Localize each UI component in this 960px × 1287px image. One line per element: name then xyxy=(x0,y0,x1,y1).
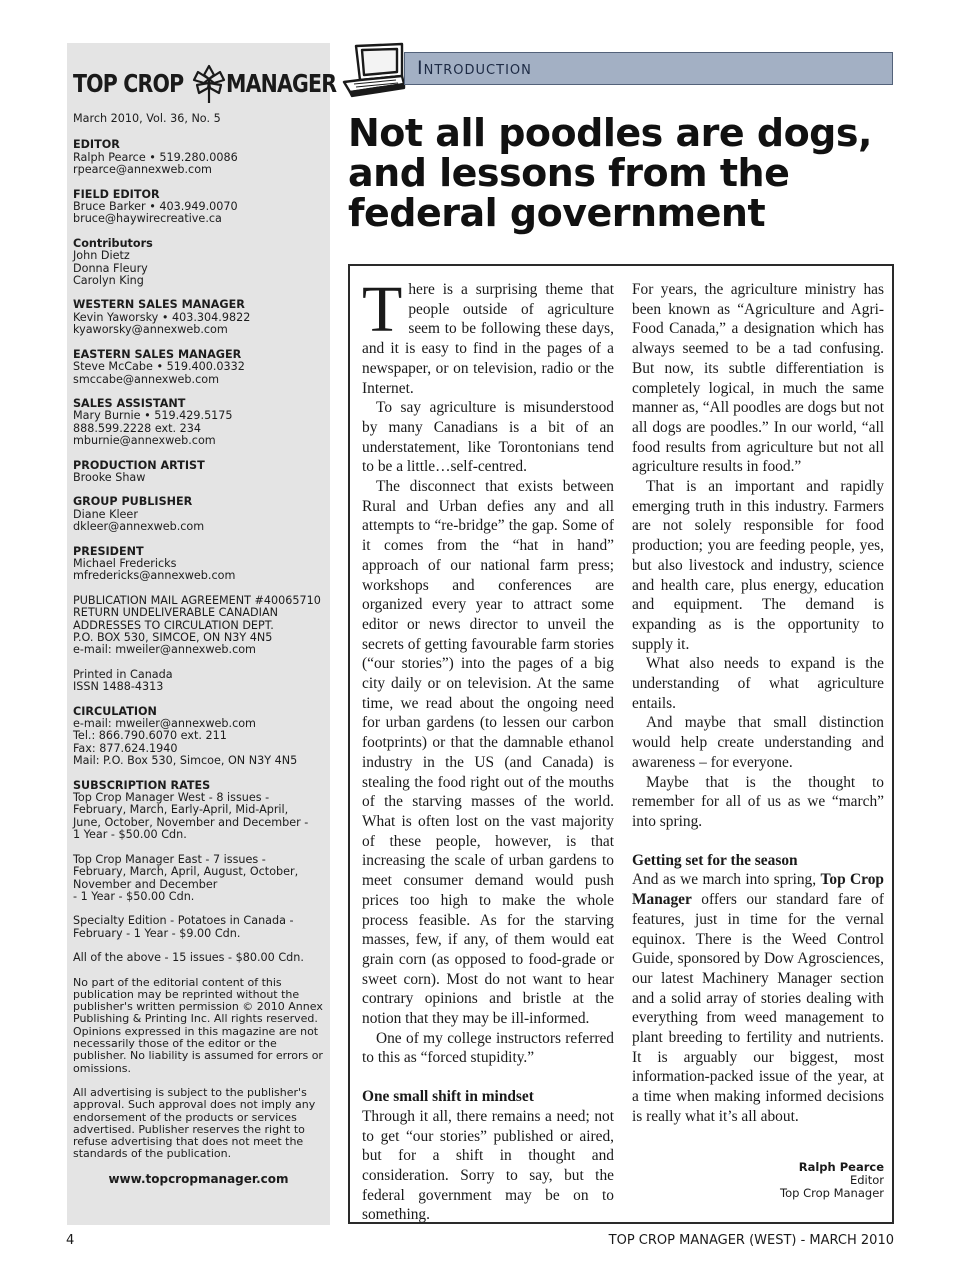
section-label: Introduction xyxy=(404,52,893,85)
subscription-special: Specialty Edition - Potatoes in Canada - February - 1 Year - $9.00 Cdn. xyxy=(73,914,294,940)
staff-details: Brooke Shaw xyxy=(73,470,146,484)
circulation-block xyxy=(73,706,324,768)
logo-text-left: TOP CROP xyxy=(73,68,184,98)
subscription-all: All of the above - 15 issues - $80.00 Cdn. xyxy=(73,951,304,965)
subhead-mindset: One small shift in mindset xyxy=(362,1088,534,1106)
subscription-block xyxy=(73,780,324,965)
paragraph-11-end: offers our standard fare of features, just in time for the vernal equinox. There is the Weed Control Guide, sponsored by Dow Agrosciences, our latest Machinery Manager section and a solid array of stories dealing with everything from weed management to plant breeding to fertility and nutrients. It is arguably our biggest, most information-packed issue of the year, at a time when making informed decisions is really what it’s all about. xyxy=(632,891,884,1125)
staff-heading: GROUP PUBLISHER xyxy=(73,495,193,509)
printed-text: Printed in Canada ISSN 1488-4313 xyxy=(73,667,173,694)
article-column-left xyxy=(362,273,614,1225)
printed-info xyxy=(73,669,324,694)
article-column-right xyxy=(632,280,884,1127)
paragraph-10: Maybe that is the thought to remember for all of us as we “march” into spring. xyxy=(632,773,884,830)
page-number: 4 xyxy=(66,1233,75,1248)
leaf-icon xyxy=(186,63,232,105)
staff-heading: SALES ASSISTANT xyxy=(73,396,186,410)
mail-agreement xyxy=(73,595,324,657)
staff-block xyxy=(73,460,324,485)
paragraph-5: Through it all, there remains a need; not to get “our stories” published or aired, but for a shift in thought and consideration. Sorry to say, but the federal government may be on to something. xyxy=(362,1107,614,1224)
paragraph-4: One of my college instructors referred to this as “forced stupidity.” xyxy=(362,1029,614,1067)
mail-agreement-text: PUBLICATION MAIL AGREEMENT #40065710 RETURN UNDELIVERABLE CANADIAN ADDRESSES TO CIRCULATION DEPT. P.O. BOX 530, SIMCOE, ON N3Y 4N5 e-mail: mweiler@annexweb.com xyxy=(73,593,321,657)
signoff-name: Ralph Pearce xyxy=(798,1160,884,1174)
subscription-heading: SUBSCRIPTION RATES xyxy=(73,778,211,792)
paragraph-8: What also needs to expand is the understanding of what agriculture entails. xyxy=(632,655,884,712)
staff-details: Michael Fredericks mfredericks@annexweb.com xyxy=(73,556,236,583)
laptop-icon xyxy=(340,40,408,98)
staff-details: Mary Burnie • 519.429.5175 888.599.2228 ext. 234 mburnie@annexweb.com xyxy=(73,409,233,448)
editorial-disclaimer: No part of the editorial content of this publication may be reprinted without the publisher's written permission © 2010 Annex Publishing & Printing Inc. All rights reserved. Opinions expressed in this magazine are not necessarily those of the editor or the publisher. No liability is assumed for errors or omissions. xyxy=(73,975,323,1075)
advertising-disclaimer: All advertising is subject to the publisher's approval. Such approval does not imply any endorsement of the products or services advertised. Publisher reserves the right to refuse advertising that does not meet the standards of the publication. xyxy=(73,1085,316,1161)
staff-heading: EDITOR xyxy=(73,138,120,152)
magazine-name: Top Crop Manager xyxy=(632,871,884,909)
website-link[interactable]: www.topcropmanager.com xyxy=(108,1171,289,1186)
staff-details: Diane Kleer dkleer@annexweb.com xyxy=(73,507,205,534)
paragraph-1-text: here is a surprising theme that people outside of agriculture seem to be following these days, and it is easy to find in the pages of a newspaper, or on television, radio or the Internet. xyxy=(362,281,614,397)
staff-heading: PRODUCTION ARTIST xyxy=(73,458,205,472)
paragraph-1 xyxy=(362,273,614,398)
staff-list xyxy=(73,139,324,582)
staff-block xyxy=(73,349,324,386)
article-headline: Not all poodles are dogs, and lessons from the federal government xyxy=(348,111,872,235)
editor-signoff xyxy=(780,1161,884,1200)
circulation-text: e-mail: mweiler@annexweb.com Tel.: 866.790.6070 ext. 211 Fax: 877.624.1940 Mail: P.O. Box 530, Simcoe, ON N3Y 4N5 xyxy=(73,717,298,768)
staff-block xyxy=(73,546,324,583)
issue-info: March 2010, Vol. 36, No. 5 xyxy=(73,112,221,125)
staff-details: Steve McCabe • 519.400.0332 smccabe@annexweb.com xyxy=(73,360,245,386)
staff-block xyxy=(73,238,324,288)
magazine-logo xyxy=(73,63,336,105)
signoff-publication: Top Crop Manager xyxy=(780,1186,884,1200)
staff-heading: FIELD EDITOR xyxy=(73,187,160,201)
logo-text-right: MANAGER xyxy=(225,68,336,98)
staff-details: Ralph Pearce • 519.280.0086 rpearce@annexweb.com xyxy=(73,150,238,177)
subscription-east: Top Crop Manager East - 7 issues - February, March, April, August, October, November and December - 1 Year - $50.00 Cdn. xyxy=(73,852,299,903)
signoff-title: Editor xyxy=(849,1173,884,1187)
paragraph-3: The disconnect that exists between Rural and Urban defies any and all attempts to “re-bridge” the gap. Some of it comes from the “hat in hand” approach of our national farm press; workshops and conferences are organized every year to attract some editor or news director to unveil the secrets of getting favourable farm stories (“our stories”) into the pages of a big city daily or on television. At the same time, we read about the ongoing need for urban gardens (to lessen our carbon footprints) or that the damnable ethanol industry in the US (and Canada) is stealing the food right out of the mouths of the starving masses of the world. What is often lost on the vast majority of these people, however, is that increasing the scale of urban gardens to meet consumer demand would push prices too high to make the whole process feasible. As for the starving masses, few, if any, of them would eat grain corn (as opposed to food-grade or sweet corn). Most do not want to hear contrary opinions and bristle at the notion that they may be ill-informed. xyxy=(362,478,614,1028)
drop-cap: T xyxy=(362,273,403,346)
staff-heading: Contributors xyxy=(73,236,153,250)
article-body xyxy=(348,264,894,1224)
staff-heading: WESTERN SALES MANAGER xyxy=(73,298,245,312)
staff-details: Kevin Yaworsky • 403.304.9822 kyaworsky@annexweb.com xyxy=(73,310,251,337)
paragraph-9: And maybe that small distinction would help create understanding and awareness – for everyone. xyxy=(632,714,884,771)
staff-block xyxy=(73,496,324,533)
paragraph-7: That is an important and rapidly emerging truth in this industry. Farmers are not solely responsible for food production; you are feeding people, yes, but also livestock and industry, science and health care, plus energy, education and equipment. The demand is expanding as is the opportunity to supply it. xyxy=(632,478,884,653)
staff-heading: PRESIDENT xyxy=(73,544,144,558)
staff-block xyxy=(73,398,324,448)
masthead-sidebar xyxy=(67,43,336,1225)
staff-block xyxy=(73,299,324,336)
footer-title: TOP CROP MANAGER (WEST) - MARCH 2010 xyxy=(608,1233,894,1248)
circulation-heading: CIRCULATION xyxy=(73,704,157,718)
paragraph-11-start: And as we march into spring, xyxy=(632,871,821,889)
staff-block xyxy=(73,139,324,176)
paragraph-2: To say agriculture is misunderstood by many Canadians is a bit of an understatement, like Torontonians tend to be a little…self-centred. xyxy=(362,399,614,476)
subhead-season: Getting set for the season xyxy=(632,851,798,869)
staff-details: Bruce Barker • 403.949.0070 bruce@haywirecreative.ca xyxy=(73,200,238,226)
staff-block xyxy=(73,189,324,226)
subscription-west: Top Crop Manager West - 8 issues - February, March, Early-April, Mid-April, June, October, November and December - 1 Year - $50.00 Cdn. xyxy=(73,791,309,842)
paragraph-6: For years, the agriculture ministry has been known as “Agriculture and Agri-Food Canada,” a designation which has always seemed to be a tad confusing. But now, its subtle differentiation is completely logical, in much the same manner as, “All poodles are dogs but not all dogs are poodles.” In our world, “all food results from agriculture but not all agriculture results in food.” xyxy=(632,281,884,476)
staff-heading: EASTERN SALES MANAGER xyxy=(73,347,242,361)
staff-details: John Dietz Donna Fleury Carolyn King xyxy=(73,249,148,288)
paragraph-11 xyxy=(632,870,884,1126)
